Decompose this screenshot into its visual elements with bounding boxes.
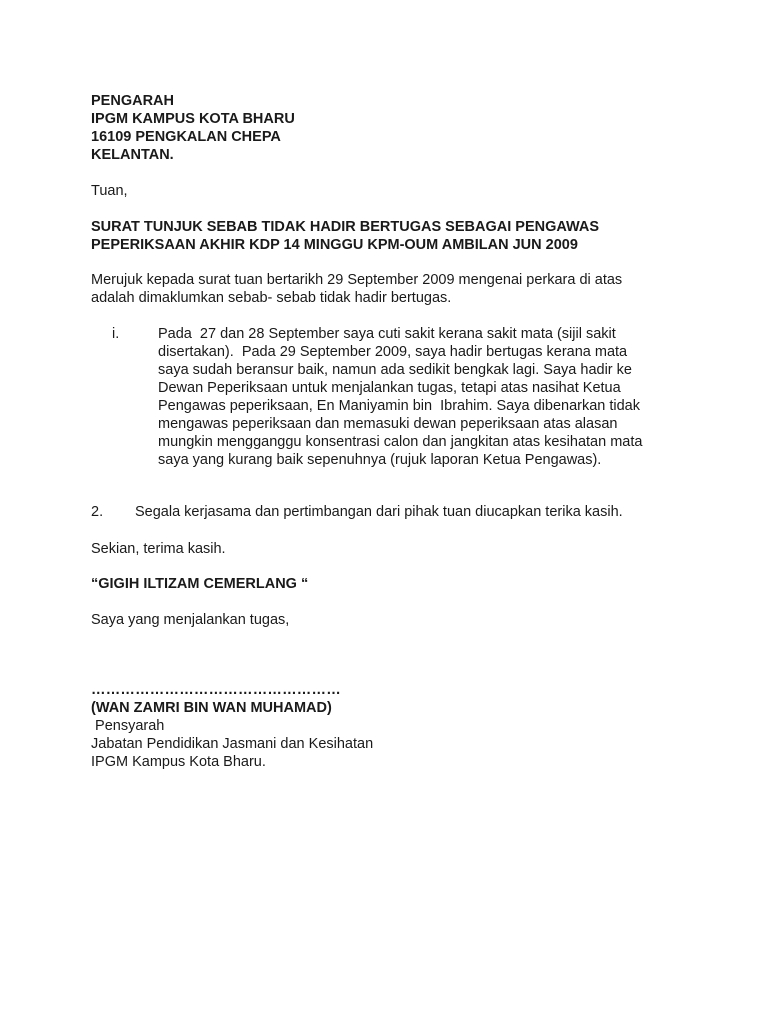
subject-line-1: SURAT TUNJUK SEBAB TIDAK HADIR BERTUGAS SEBAGAI PENGAWAS xyxy=(91,219,600,235)
paragraph-number-2: 2. xyxy=(91,504,104,520)
paragraph-2-text: Segala kerjasama dan pertimbangan dari pihak tuan diucapkan terika kasih. xyxy=(135,504,623,520)
intro-line-1: Merujuk kepada surat tuan bertarikh 29 September 2009 mengenai perkara di atas xyxy=(91,272,623,288)
closing-remark: Sekian, terima kasih. xyxy=(91,541,226,557)
list-item-i-line: Pada 27 dan 28 September saya cuti sakit kerana sakit mata (sijil sakit xyxy=(158,326,616,342)
addressee-postcode-city: 16109 PENGKALAN CHEPA xyxy=(91,129,281,145)
signer-title: Pensyarah xyxy=(91,718,165,734)
list-item-i-line: disertakan). Pada 29 September 2009, saya hadir bertugas kerana mata xyxy=(158,344,628,360)
list-item-i-line: saya yang kurang baik sepenuhnya (rujuk laporan Ketua Pengawas). xyxy=(158,452,602,468)
addressee-title: PENGARAH xyxy=(91,93,174,109)
list-item-i-line: mengawas peperiksaan dan memasuki dewan peperiksaan atas alasan xyxy=(158,416,618,432)
addressee-state: KELANTAN. xyxy=(91,147,174,163)
list-item-i-line: mungkin mengganggu konsentrasi calon dan jangkitan atas kesihatan mata xyxy=(158,434,643,450)
signer-block xyxy=(91,699,373,771)
list-item-i-text xyxy=(158,325,642,469)
signer-department: Jabatan Pendidikan Jasmani dan Kesihatan xyxy=(91,736,374,752)
signer-institution: IPGM Kampus Kota Bharu. xyxy=(91,754,266,770)
motto: “GIGIH ILTIZAM CEMERLANG “ xyxy=(91,576,309,592)
addressee-institution: IPGM KAMPUS KOTA BHARU xyxy=(91,111,295,127)
list-item-i-line: saya sudah beransur baik, namun ada sedikit bengkak lagi. Saya hadir ke xyxy=(158,362,632,378)
subject-heading xyxy=(91,218,599,254)
list-marker-i: i. xyxy=(112,326,120,342)
addressee-block xyxy=(91,92,295,164)
intro-line-2: adalah dimaklumkan sebab- sebab tidak hadir bertugas. xyxy=(91,290,452,306)
signer-name: (WAN ZAMRI BIN WAN MUHAMAD) xyxy=(91,700,332,716)
signoff: Saya yang menjalankan tugas, xyxy=(91,612,290,628)
intro-paragraph xyxy=(91,271,622,307)
salutation: Tuan, xyxy=(91,183,128,199)
list-item-i-line: Pengawas peperiksaan, En Maniyamin bin Ibrahim. Saya dibenarkan tidak xyxy=(158,398,640,414)
signature-line: …………………………………………… xyxy=(91,682,341,698)
subject-line-2: PEPERIKSAAN AKHIR KDP 14 MINGGU KPM-OUM AMBILAN JUN 2009 xyxy=(91,237,578,253)
list-item-i-line: Dewan Peperiksaan untuk menjalankan tugas, tetapi atas nasihat Ketua xyxy=(158,380,621,396)
